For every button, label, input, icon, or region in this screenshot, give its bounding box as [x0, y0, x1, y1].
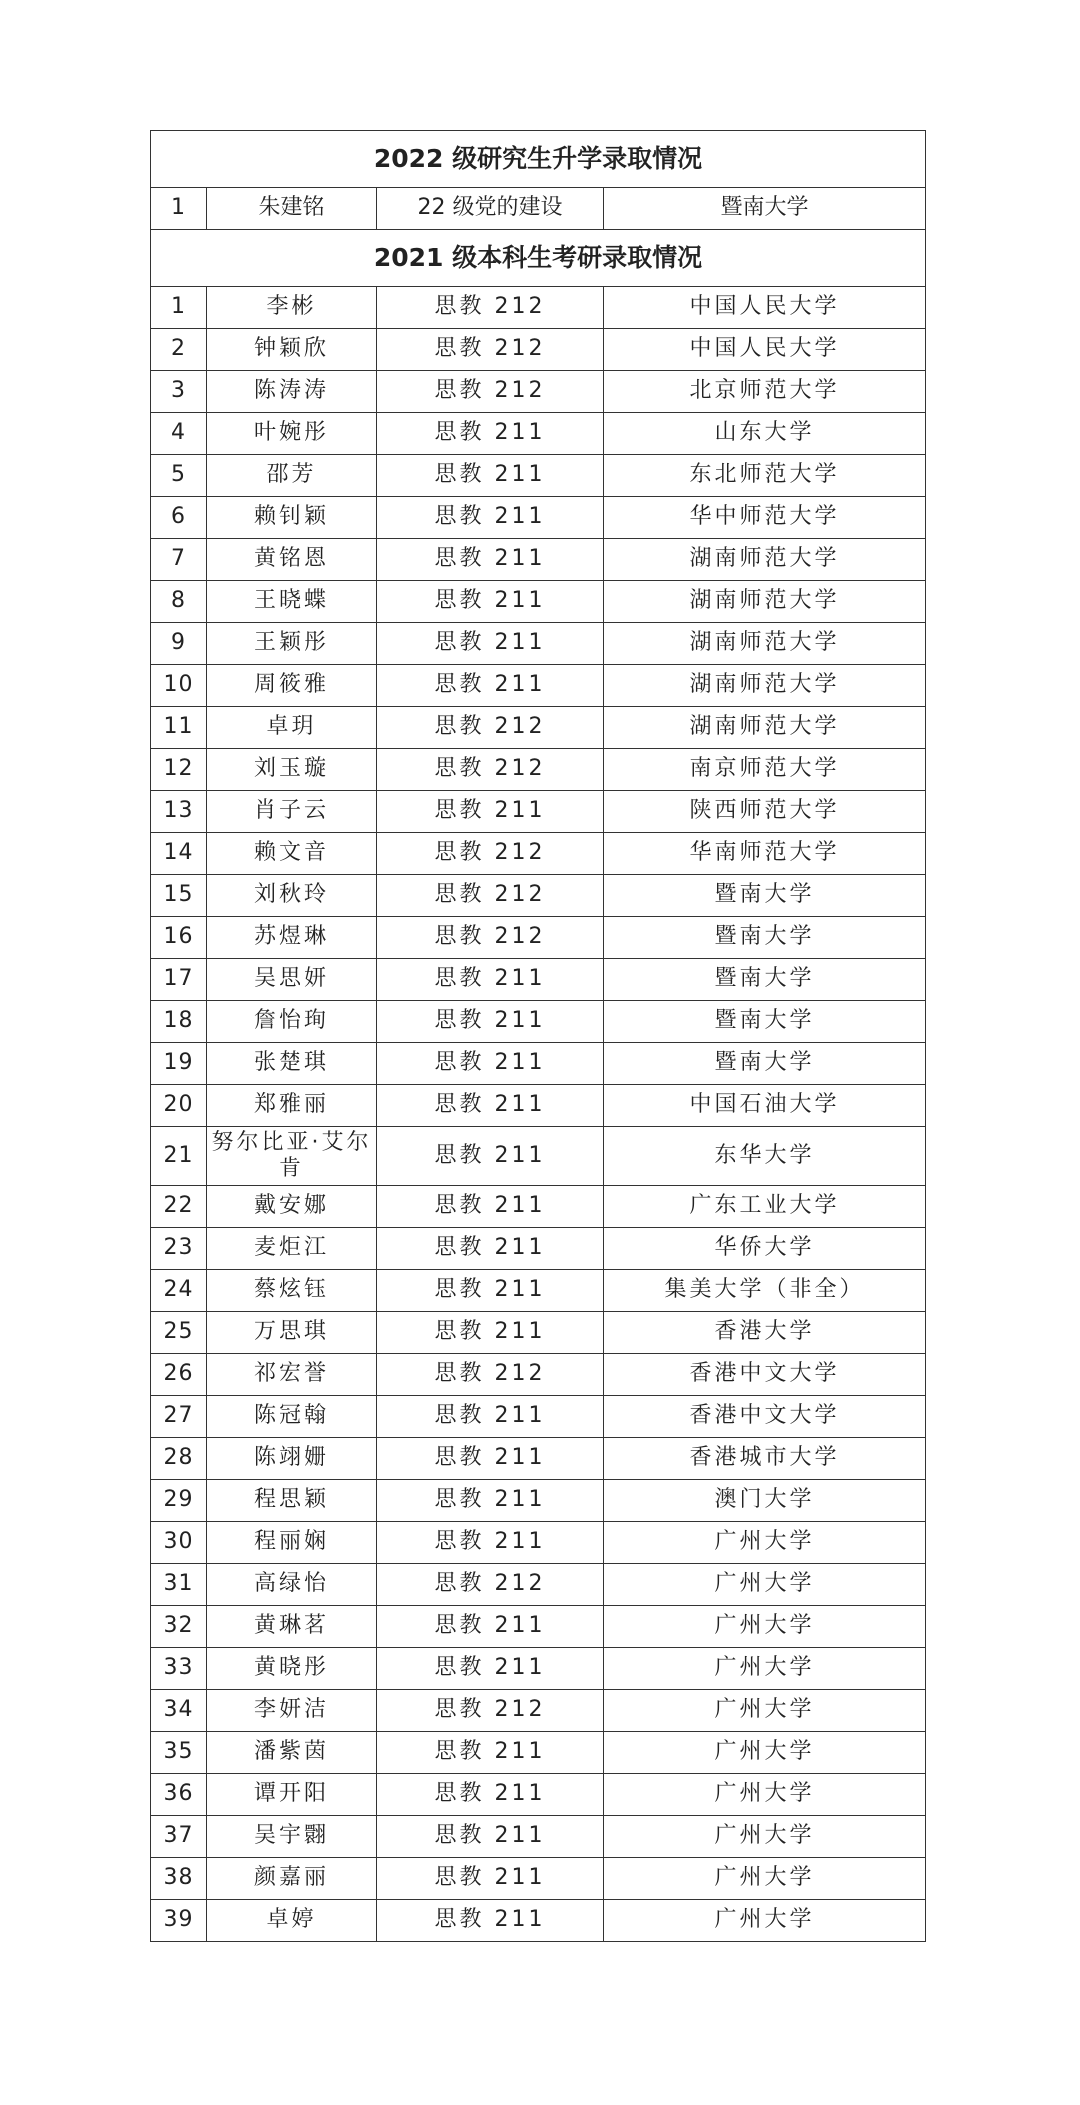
row-number: 32	[151, 1606, 207, 1648]
graduate-section-title: 2022 级研究生升学录取情况	[151, 131, 926, 188]
admitted-school: 广州大学	[604, 1774, 926, 1816]
row-number: 15	[151, 875, 207, 917]
row-number: 26	[151, 1354, 207, 1396]
admitted-school: 中国人民大学	[604, 329, 926, 371]
admitted-school: 广州大学	[604, 1858, 926, 1900]
student-name: 王晓蝶	[207, 581, 377, 623]
student-class: 思教 211	[377, 1001, 604, 1043]
student-name: 陈翊姗	[207, 1438, 377, 1480]
graduate-section-header	[151, 131, 926, 188]
student-class: 思教 212	[377, 287, 604, 329]
row-number: 14	[151, 833, 207, 875]
student-class: 思教 211	[377, 1396, 604, 1438]
student-name: 程丽娴	[207, 1522, 377, 1564]
student-class: 思教 211	[377, 623, 604, 665]
student-name: 高绿怡	[207, 1564, 377, 1606]
student-name: 陈涛涛	[207, 371, 377, 413]
row-number: 38	[151, 1858, 207, 1900]
table-row	[151, 287, 926, 329]
admitted-school: 中国石油大学	[604, 1085, 926, 1127]
table-row	[151, 1522, 926, 1564]
student-name: 谭开阳	[207, 1774, 377, 1816]
student-class: 思教 212	[377, 749, 604, 791]
student-name: 卓婷	[207, 1900, 377, 1942]
row-number: 1	[151, 188, 207, 230]
table-body	[151, 131, 926, 1942]
admitted-school: 华中师范大学	[604, 497, 926, 539]
admitted-school: 广州大学	[604, 1606, 926, 1648]
table-row	[151, 875, 926, 917]
admitted-school: 香港大学	[604, 1312, 926, 1354]
row-number: 30	[151, 1522, 207, 1564]
admitted-school: 暨南大学	[604, 188, 926, 230]
student-name: 黄晓彤	[207, 1648, 377, 1690]
table-row	[151, 1396, 926, 1438]
row-number: 4	[151, 413, 207, 455]
student-class: 思教 211	[377, 413, 604, 455]
row-number: 33	[151, 1648, 207, 1690]
row-number: 27	[151, 1396, 207, 1438]
student-class: 思教 211	[377, 1085, 604, 1127]
table-row	[151, 665, 926, 707]
row-number: 10	[151, 665, 207, 707]
table-row	[151, 1816, 926, 1858]
student-name: 刘玉璇	[207, 749, 377, 791]
student-class: 思教 211	[377, 1186, 604, 1228]
row-number: 28	[151, 1438, 207, 1480]
table-row	[151, 1606, 926, 1648]
student-name: 郑雅丽	[207, 1085, 377, 1127]
student-name: 朱建铭	[207, 188, 377, 230]
table-row	[151, 413, 926, 455]
table-row	[151, 1438, 926, 1480]
student-class: 思教 212	[377, 917, 604, 959]
table-row	[151, 1774, 926, 1816]
row-number: 35	[151, 1732, 207, 1774]
student-class: 思教 211	[377, 1648, 604, 1690]
table-row	[151, 539, 926, 581]
admitted-school: 广东工业大学	[604, 1186, 926, 1228]
admitted-school: 中国人民大学	[604, 287, 926, 329]
row-number: 3	[151, 371, 207, 413]
table-row	[151, 1480, 926, 1522]
student-class: 思教 211	[377, 1816, 604, 1858]
student-name: 卓玥	[207, 707, 377, 749]
admitted-school: 广州大学	[604, 1564, 926, 1606]
table-row	[151, 1354, 926, 1396]
table-row	[151, 1312, 926, 1354]
table-row	[151, 1900, 926, 1942]
admitted-school: 广州大学	[604, 1900, 926, 1942]
student-name: 赖文音	[207, 833, 377, 875]
table-row	[151, 1127, 926, 1186]
student-name: 吴宇翾	[207, 1816, 377, 1858]
undergraduate-section-header	[151, 230, 926, 287]
student-class: 思教 211	[377, 1438, 604, 1480]
undergraduate-section-title: 2021 级本科生考研录取情况	[151, 230, 926, 287]
row-number: 8	[151, 581, 207, 623]
student-class: 思教 212	[377, 329, 604, 371]
admitted-school: 香港中文大学	[604, 1354, 926, 1396]
table-row	[151, 1043, 926, 1085]
student-name: 吴思妍	[207, 959, 377, 1001]
admitted-school: 暨南大学	[604, 917, 926, 959]
row-number: 7	[151, 539, 207, 581]
student-name: 周筱雅	[207, 665, 377, 707]
row-number: 24	[151, 1270, 207, 1312]
admitted-school: 湖南师范大学	[604, 581, 926, 623]
table-row	[151, 581, 926, 623]
table-row	[151, 329, 926, 371]
row-number: 23	[151, 1228, 207, 1270]
row-number: 34	[151, 1690, 207, 1732]
table-row	[151, 917, 926, 959]
student-class: 思教 212	[377, 833, 604, 875]
table-row	[151, 959, 926, 1001]
student-name: 黄琳茗	[207, 1606, 377, 1648]
table-row	[151, 1085, 926, 1127]
row-number: 17	[151, 959, 207, 1001]
student-name: 李彬	[207, 287, 377, 329]
admitted-school: 香港中文大学	[604, 1396, 926, 1438]
student-class: 思教 212	[377, 875, 604, 917]
row-number: 39	[151, 1900, 207, 1942]
admitted-school: 北京师范大学	[604, 371, 926, 413]
table-row	[151, 1732, 926, 1774]
table-row	[151, 833, 926, 875]
student-class: 思教 212	[377, 1690, 604, 1732]
admitted-school: 华南师范大学	[604, 833, 926, 875]
admitted-school: 陕西师范大学	[604, 791, 926, 833]
row-number: 19	[151, 1043, 207, 1085]
student-class: 思教 211	[377, 539, 604, 581]
student-class: 思教 211	[377, 1858, 604, 1900]
student-name: 陈冠翰	[207, 1396, 377, 1438]
table-row	[151, 1186, 926, 1228]
student-class: 思教 211	[377, 959, 604, 1001]
student-class: 思教 211	[377, 1522, 604, 1564]
student-name: 刘秋玲	[207, 875, 377, 917]
student-class: 思教 212	[377, 1564, 604, 1606]
table-row	[151, 791, 926, 833]
student-name: 赖钊颖	[207, 497, 377, 539]
table-row	[151, 1270, 926, 1312]
admitted-school: 暨南大学	[604, 875, 926, 917]
row-number: 2	[151, 329, 207, 371]
student-name: 祁宏誉	[207, 1354, 377, 1396]
student-class: 思教 211	[377, 581, 604, 623]
table-row	[151, 1001, 926, 1043]
student-class: 思教 211	[377, 1732, 604, 1774]
student-class: 思教 211	[377, 1900, 604, 1942]
admitted-school: 集美大学（非全）	[604, 1270, 926, 1312]
student-name: 叶婉彤	[207, 413, 377, 455]
student-class: 思教 211	[377, 1312, 604, 1354]
row-number: 29	[151, 1480, 207, 1522]
row-number: 11	[151, 707, 207, 749]
row-number: 18	[151, 1001, 207, 1043]
student-name: 张楚琪	[207, 1043, 377, 1085]
student-class: 思教 211	[377, 791, 604, 833]
admission-table	[150, 130, 926, 1942]
student-name: 李妍洁	[207, 1690, 377, 1732]
admitted-school: 湖南师范大学	[604, 539, 926, 581]
row-number: 36	[151, 1774, 207, 1816]
admitted-school: 广州大学	[604, 1690, 926, 1732]
student-class: 思教 211	[377, 455, 604, 497]
table-row	[151, 707, 926, 749]
student-class: 思教 212	[377, 707, 604, 749]
student-class: 思教 211	[377, 1270, 604, 1312]
student-class: 思教 211	[377, 1043, 604, 1085]
admitted-school: 广州大学	[604, 1522, 926, 1564]
student-class: 思教 211	[377, 665, 604, 707]
table-row	[151, 1228, 926, 1270]
row-number: 6	[151, 497, 207, 539]
admitted-school: 广州大学	[604, 1816, 926, 1858]
table-row	[151, 623, 926, 665]
admitted-school: 暨南大学	[604, 1043, 926, 1085]
student-name: 王颖彤	[207, 623, 377, 665]
row-number: 22	[151, 1186, 207, 1228]
row-number: 20	[151, 1085, 207, 1127]
admitted-school: 东北师范大学	[604, 455, 926, 497]
admitted-school: 澳门大学	[604, 1480, 926, 1522]
row-number: 21	[151, 1127, 207, 1186]
student-class: 思教 211	[377, 1606, 604, 1648]
row-number: 37	[151, 1816, 207, 1858]
student-class: 思教 211	[377, 1127, 604, 1186]
table-row	[151, 371, 926, 413]
admitted-school: 山东大学	[604, 413, 926, 455]
student-name: 麦炬江	[207, 1228, 377, 1270]
row-number: 9	[151, 623, 207, 665]
student-name: 詹怡珣	[207, 1001, 377, 1043]
table-row	[151, 497, 926, 539]
row-number: 12	[151, 749, 207, 791]
student-class: 思教 211	[377, 1774, 604, 1816]
student-class: 思教 212	[377, 371, 604, 413]
row-number: 1	[151, 287, 207, 329]
table-row	[151, 188, 926, 230]
student-name: 黄铭恩	[207, 539, 377, 581]
admitted-school: 广州大学	[604, 1648, 926, 1690]
student-name: 努尔比亚·艾尔肯	[207, 1127, 377, 1186]
table-row	[151, 1564, 926, 1606]
admitted-school: 广州大学	[604, 1732, 926, 1774]
student-class: 思教 211	[377, 497, 604, 539]
student-name: 戴安娜	[207, 1186, 377, 1228]
row-number: 31	[151, 1564, 207, 1606]
admitted-school: 南京师范大学	[604, 749, 926, 791]
table-row	[151, 749, 926, 791]
student-class: 思教 211	[377, 1480, 604, 1522]
table-row	[151, 1648, 926, 1690]
student-name: 蔡炫钰	[207, 1270, 377, 1312]
student-name: 潘紫茵	[207, 1732, 377, 1774]
admitted-school: 华侨大学	[604, 1228, 926, 1270]
table-row	[151, 455, 926, 497]
student-class: 22 级党的建设	[377, 188, 604, 230]
admitted-school: 东华大学	[604, 1127, 926, 1186]
student-name: 苏煜琳	[207, 917, 377, 959]
student-name: 万思琪	[207, 1312, 377, 1354]
table-row	[151, 1690, 926, 1732]
student-class: 思教 212	[377, 1354, 604, 1396]
row-number: 25	[151, 1312, 207, 1354]
admitted-school: 湖南师范大学	[604, 623, 926, 665]
admitted-school: 湖南师范大学	[604, 665, 926, 707]
student-name: 程思颖	[207, 1480, 377, 1522]
row-number: 5	[151, 455, 207, 497]
student-name: 肖子云	[207, 791, 377, 833]
admitted-school: 香港城市大学	[604, 1438, 926, 1480]
student-class: 思教 211	[377, 1228, 604, 1270]
admitted-school: 湖南师范大学	[604, 707, 926, 749]
student-name: 钟颖欣	[207, 329, 377, 371]
table-row	[151, 1858, 926, 1900]
student-name: 颜嘉丽	[207, 1858, 377, 1900]
admitted-school: 暨南大学	[604, 959, 926, 1001]
admitted-school: 暨南大学	[604, 1001, 926, 1043]
student-name: 邵芳	[207, 455, 377, 497]
row-number: 13	[151, 791, 207, 833]
row-number: 16	[151, 917, 207, 959]
